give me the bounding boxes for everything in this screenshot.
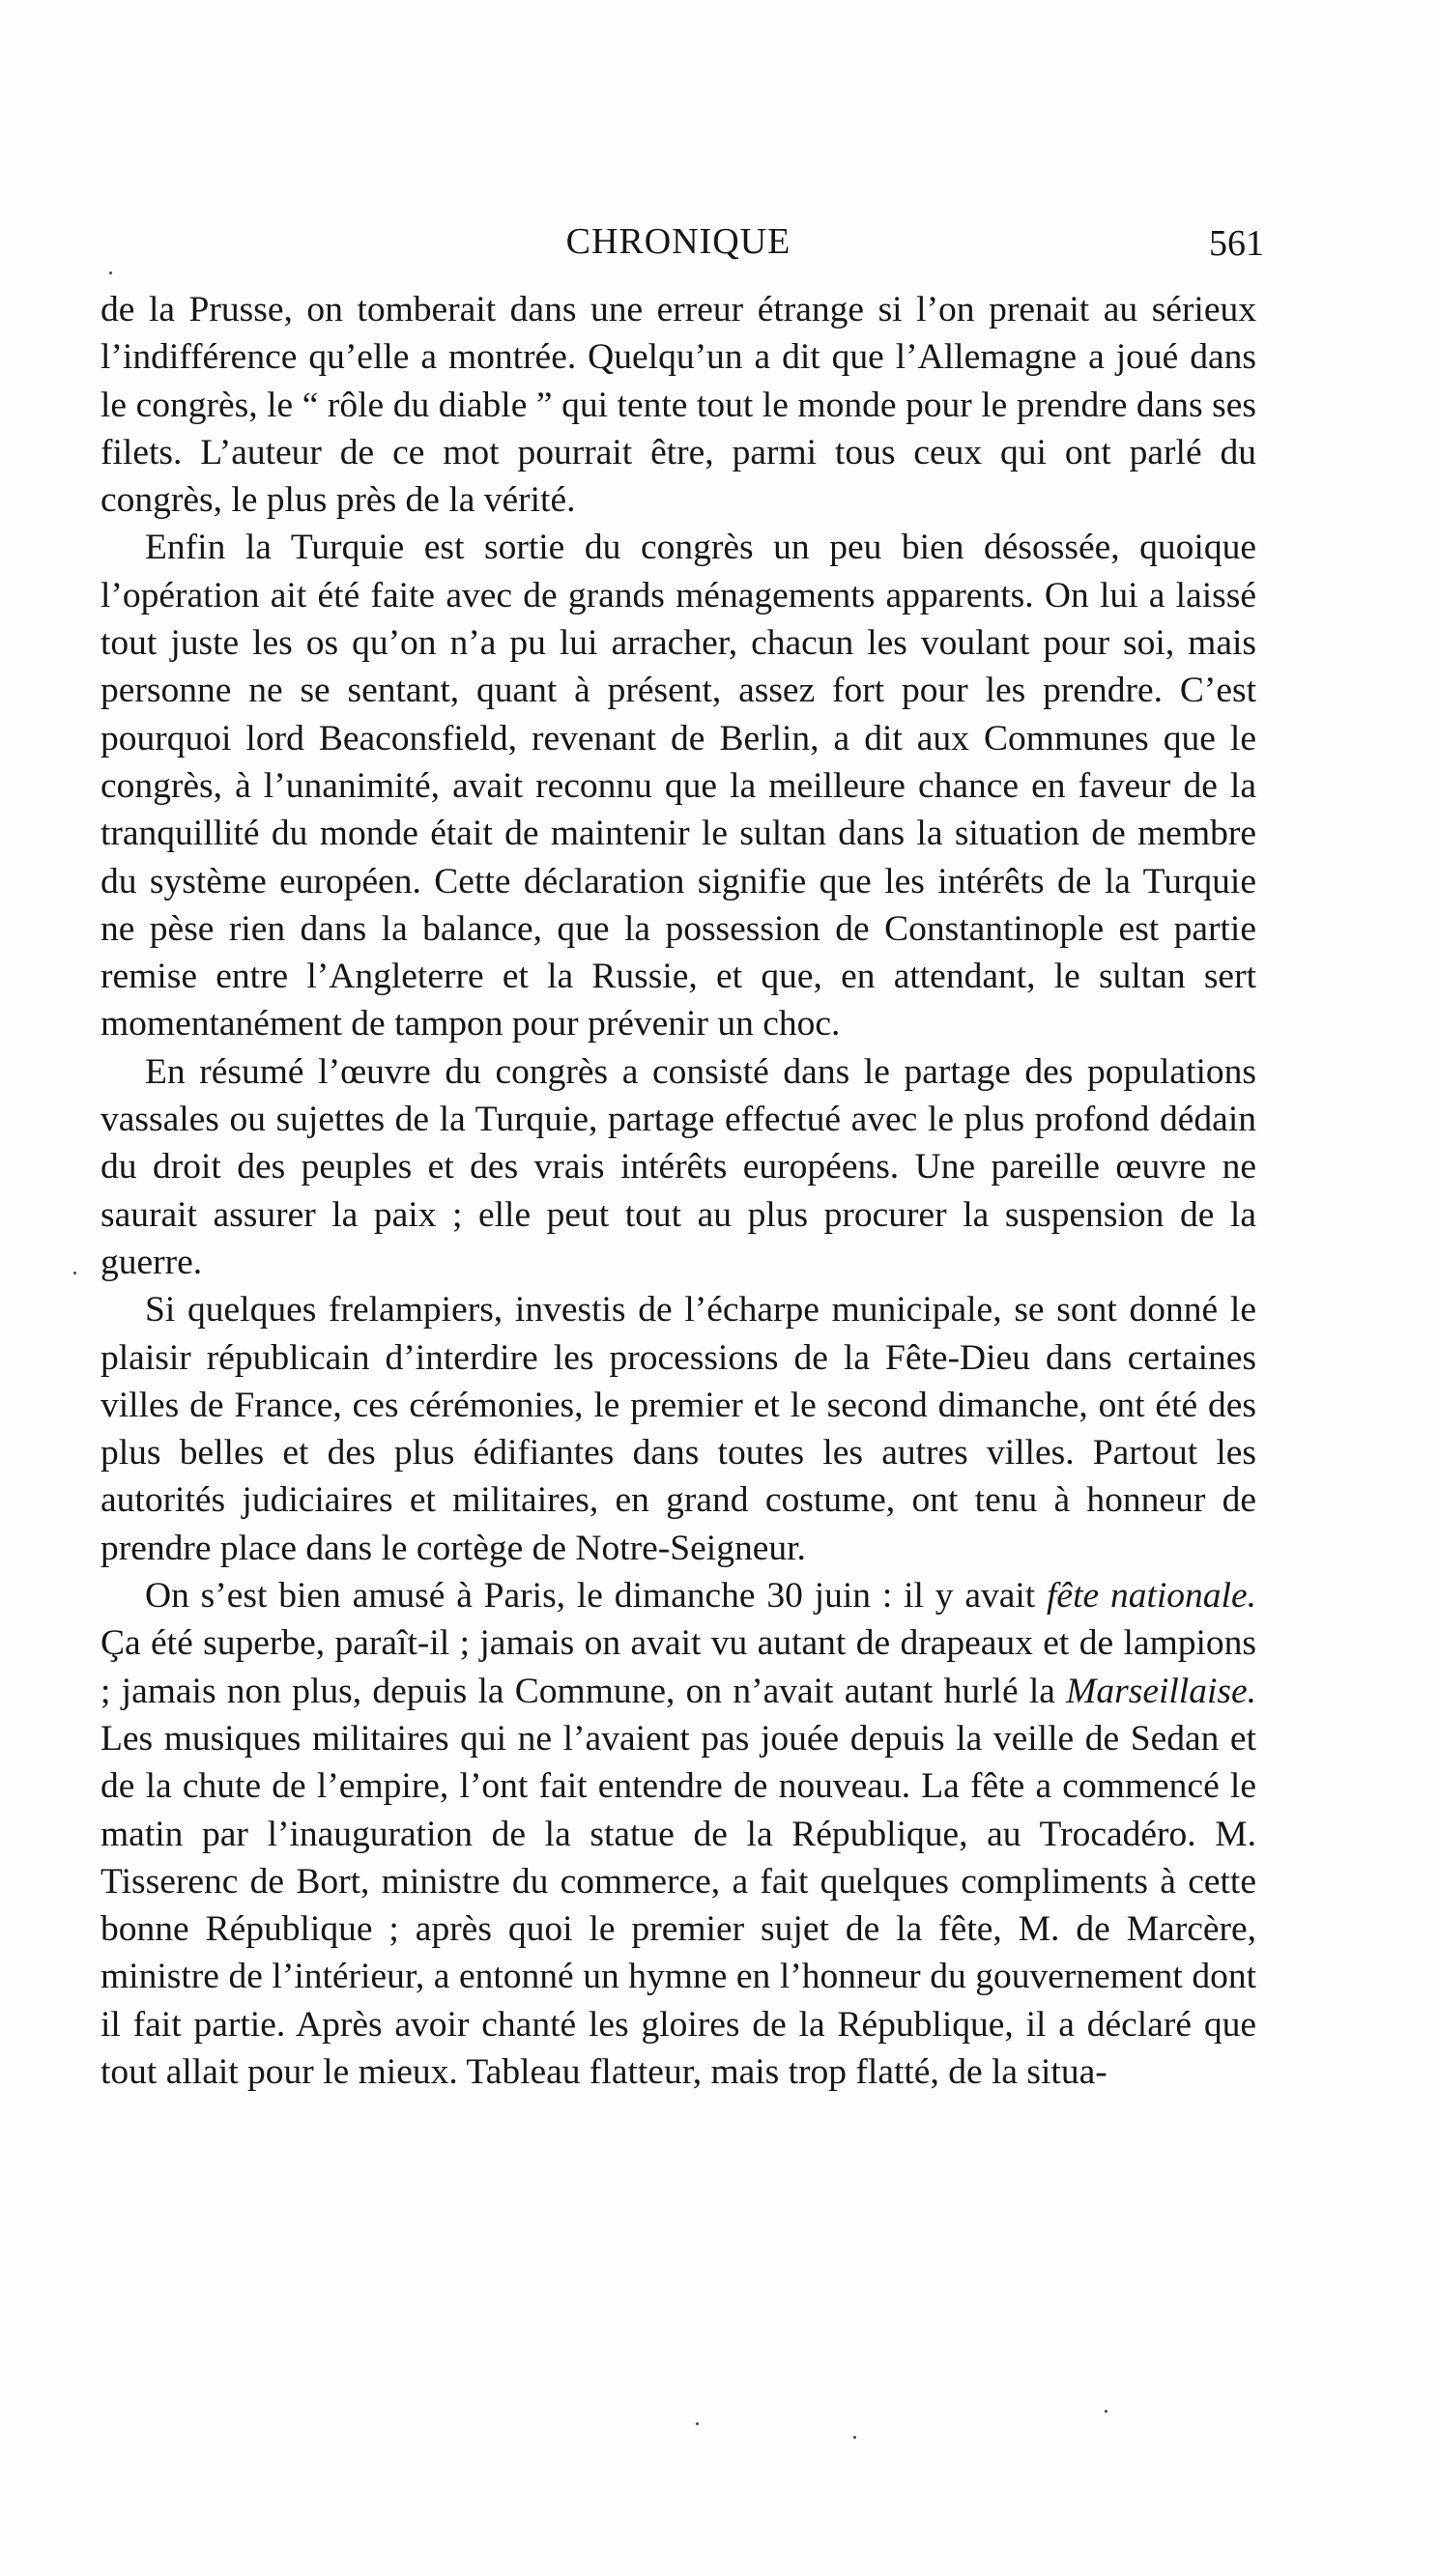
paragraph-5-part-2: Ça été superbe, paraît-il ; jamais on avait vu autant de drapeaux et de lampions ; jamais non plus, depuis la Commune, on n’avait autant hurlé la <box>101 1623 1256 1711</box>
paragraph-3: En résumé l’œuvre du congrès a consisté dans le partage des populations vassales ou sujettes de la Turquie, partage effectué avec le plus profond dédain du droit des peuples et des vrais intérêts européens. Une pareille œuvre ne saurait assurer la paix ; elle peut tout au plus procurer la suspension de la guerre. <box>101 1051 1256 1282</box>
paragraph-5-italic-1: fête nationale. <box>1047 1576 1256 1617</box>
running-title: CHRONIQUE <box>565 221 791 262</box>
body-text <box>101 286 1256 2096</box>
page-number: 561 <box>1209 223 1264 264</box>
running-head <box>101 215 1264 269</box>
paragraph-2: Enfin la Turquie est sortie du congrès un peu bien désossée, quoique l’opération ait été faite avec de grands ménagements apparents. On lui a laissé tout juste les os qu’on n’a pu lui arracher, chacun les voulant pour soi, mais personne ne se sentant, quant à présent, assez fort pour les prendre. C’est pourquoi lord Beaconsfield, revenant de Berlin, a dit aux Communes que le congrès, à l’unanimité, avait reconnu que la meilleure chance en faveur de la tranquillité du monde était de maintenir le sultan dans la situation de membre du système européen. Cette déclaration signifie que les intérêts de la Turquie ne pèse rien dans la balance, que la possession de Constantinople est partie remise entre l’Angleterre et la Russie, et que, en attendant, le sultan sert momentanément de tampon pour prévenir un choc. <box>101 528 1256 1045</box>
paragraph-4: Si quelques frelampiers, investis de l’écharpe municipale, se sont donné le plaisir républicain d’interdire les processions de la Fête-Dieu dans certaines villes de France, ces cérémonies, le premier et le second dimanche, ont été des plus belles et des plus édifiantes dans toutes les autres villes. Partout les autorités judiciaires et militaires, en grand costume, ont tenu à honneur de prendre place dans le cortège de Notre-Seigneur. <box>101 1290 1256 1568</box>
paragraph-5 <box>101 1572 1256 2096</box>
print-speck <box>109 272 112 274</box>
print-speck <box>696 2422 699 2425</box>
paragraph-5-part-3: Les musiques militaires qui ne l’avaient pas jouée depuis la veille de Sedan et de la chute de l’empire, l’ont fait entendre de nouveau. La fête a commencé le matin par l’inauguration de la statue de la République, au Trocadéro. M. Tisserenc de Bort, ministre du commerce, a fait quelques compliments à cette bonne République ; après quoi le premier sujet de la fête, M. de Marcère, ministre de l’intérieur, a entonné un hymne en l’honneur du gouvernement dont il fait partie. Après avoir chanté les gloires de la République, il a déclaré que tout allait pour le mieux. Tableau flatteur, mais trop flatté, de la situa- <box>101 1718 1256 2092</box>
print-speck <box>1105 2410 1107 2413</box>
print-speck <box>853 2436 856 2439</box>
paragraph-1: de la Prusse, on tomberait dans une erreur étrange si l’on prenait au sérieux l’indifférence qu’elle a montrée. Quelqu’un a dit que l’Allemagne a joué dans le congrès, le “ rôle du diable ” qui tente tout le monde pour le prendre dans ses filets. L’auteur de ce mot pourrait être, parmi tous ceux qui ont parlé du congrès, le plus près de la vérité. <box>101 290 1256 521</box>
paragraph-5-italic-2: Marseillaise. <box>1066 1671 1256 1711</box>
paragraph-5-part-1: On s’est bien amusé à Paris, le dimanche 30 juin : il y avait <box>145 1576 1048 1617</box>
print-speck <box>73 1272 76 1274</box>
